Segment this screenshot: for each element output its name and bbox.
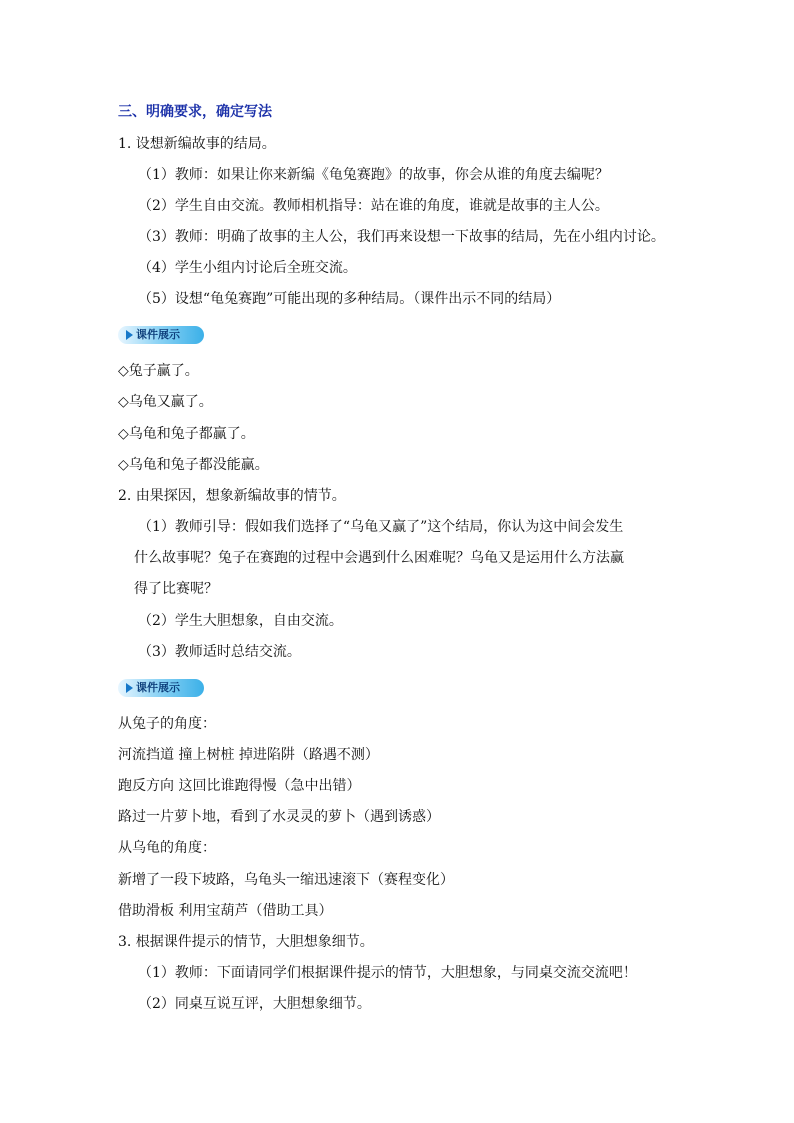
- rabbit-angle-heading: 从兔子的角度：: [118, 716, 216, 732]
- play-arrow-icon: [126, 330, 133, 340]
- section-heading: 三、明确要求，确定写法: [118, 104, 272, 120]
- item2-step-1-line-1: （1）教师引导：假如我们选择了“乌龟又赢了”这个结局，你认为这中间会发生: [138, 519, 624, 535]
- ending-item: ◇兔子赢了。: [118, 363, 199, 379]
- item1-title: 1. 设想新编故事的结局。: [118, 136, 276, 152]
- item3-step-1: （1）教师：下面请同学们根据课件提示的情节，大胆想象，与同桌交流交流吧！: [138, 965, 637, 981]
- item1-step-3: （3）教师：明确了故事的主人公，我们再来设想一下故事的结局，先在小组内讨论。: [138, 229, 665, 245]
- item3-step-2: （2）同桌互说互评，大胆想象细节。: [138, 996, 371, 1012]
- turtle-plot-line: 新增了一段下坡路，乌龟头一缩迅速滚下（赛程变化）: [118, 872, 454, 888]
- ending-item: ◇乌龟和兔子都赢了。: [118, 426, 255, 442]
- play-arrow-icon: [126, 683, 133, 693]
- courseware-badge-label: 课件展示: [136, 681, 180, 694]
- item1-step-5: （5）设想“龟兔赛跑”可能出现的多种结局。（课件出示不同的结局）: [138, 291, 561, 307]
- item1-step-2: （2）学生自由交流。教师相机指导：站在谁的角度，谁就是故事的主人公。: [138, 198, 609, 214]
- rabbit-plot-line: 路过一片萝卜地，看到了水灵灵的萝卜（遇到诱惑）: [118, 809, 440, 825]
- item2-title: 2. 由果探因，想象新编故事的情节。: [118, 488, 346, 504]
- item3-title: 3. 根据课件提示的情节，大胆想象细节。: [118, 934, 374, 950]
- rabbit-plot-line: 河流挡道 撞上树桩 掉进陷阱（路遇不测）: [118, 747, 379, 763]
- ending-item: ◇乌龟又赢了。: [118, 394, 213, 410]
- item2-step-2: （2）学生大胆想象，自由交流。: [138, 613, 343, 629]
- item1-step-1: （1）教师：如果让你来新编《龟兔赛跑》的故事，你会从谁的角度去编呢？: [138, 167, 609, 183]
- turtle-plot-line: 借助滑板 利用宝葫芦（借助工具）: [118, 903, 333, 919]
- item2-step-3: （3）教师适时总结交流。: [138, 644, 301, 660]
- ending-item: ◇乌龟和兔子都没能赢。: [118, 457, 269, 473]
- item1-step-4: （4）学生小组内讨论后全班交流。: [138, 260, 357, 276]
- courseware-badge-2: [118, 679, 204, 697]
- rabbit-plot-line: 跑反方向 这回比谁跑得慢（急中出错）: [118, 778, 361, 794]
- item2-step-1-line-3: 得了比赛呢？: [134, 581, 218, 597]
- turtle-angle-heading: 从乌龟的角度：: [118, 840, 216, 856]
- courseware-badge-1: [118, 326, 204, 344]
- courseware-badge-label: 课件展示: [136, 328, 180, 341]
- item2-step-1-line-2: 什么故事呢？兔子在赛跑的过程中会遇到什么困难呢？乌龟又是运用什么方法赢: [134, 550, 624, 566]
